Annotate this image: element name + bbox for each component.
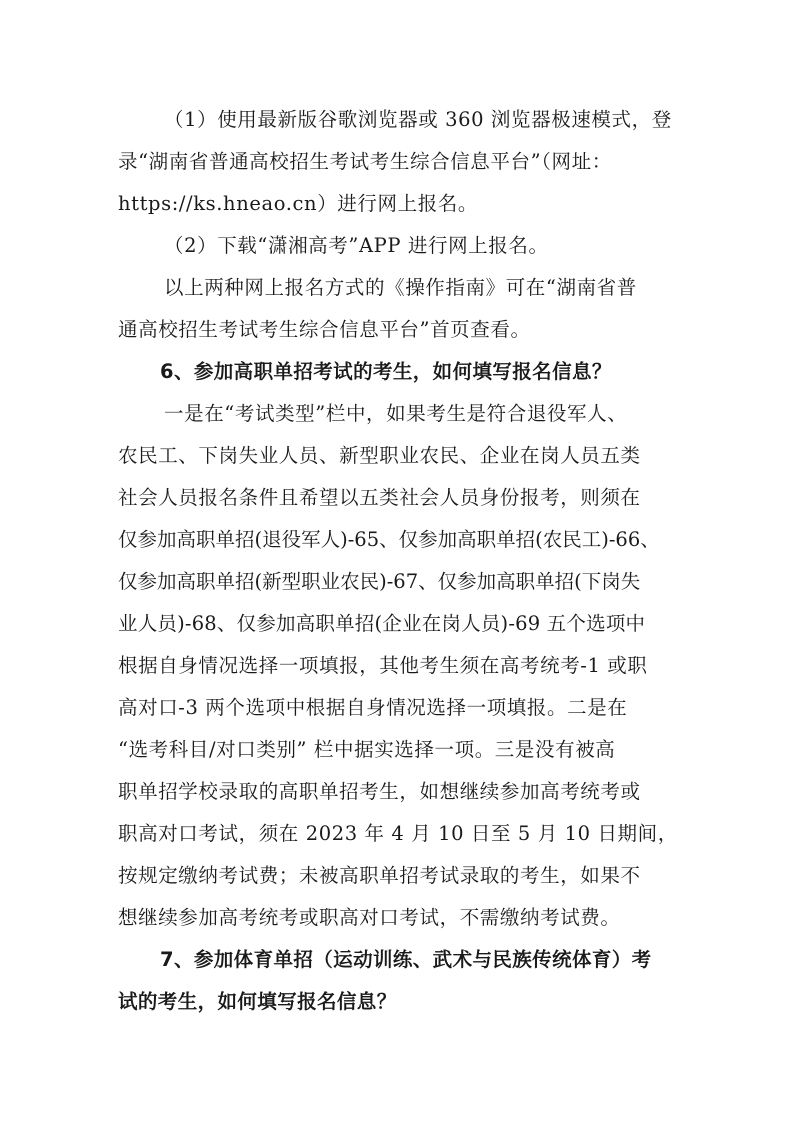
paragraph-line-18: 职高对口考试，须在 2023 年 4 月 10 日至 5 月 10 日期间，	[118, 822, 678, 845]
paragraph-line-11: 仅参加高职单招(退役军人)-65、仅参加高职单招(农民工)-66、	[118, 528, 660, 551]
paragraph-line-3: https://ks.hneao.cn）进行网上报名。	[118, 192, 479, 215]
paragraph-line-1: （1）使用最新版谷歌浏览器或 360 浏览器极速模式，登	[164, 108, 672, 131]
paragraph-line-5: 以上两种网上报名方式的《操作指南》可在“湖南省普	[164, 276, 637, 299]
paragraph-line-6: 通高校招生考试考生综合信息平台”首页查看。	[118, 318, 531, 341]
paragraph-line-10: 社会人员报名条件且希望以五类社会人员身份报考，则须在	[118, 486, 641, 509]
paragraph-line-19: 按规定缴纳考试费；未被高职单招考试录取的考生，如果不	[118, 864, 641, 887]
paragraph-line-13: 业人员)-68、仅参加高职单招(企业在岗人员)-69 五个选项中	[118, 612, 646, 635]
section-heading-6: 6、参加高职单招考试的考生，如何填写报名信息？	[160, 360, 612, 383]
paragraph-line-15: 高对口-3 两个选项中根据自身情况选择一项填报。二是在	[118, 696, 628, 719]
paragraph-line-20: 想继续参加高考统考或职高对口考试，不需缴纳考试费。	[118, 906, 621, 929]
paragraph-line-2: 录“湖南省普通高校招生考试考生综合信息平台”（网址：	[118, 150, 612, 173]
section-heading-7: 7、参加体育单招（运动训练、武术与民族传统体育）考	[160, 948, 652, 971]
paragraph-line-14: 根据自身情况选择一项填报，其他考生须在高考统考-1 或职	[118, 654, 648, 677]
paragraph-line-12: 仅参加高职单招(新型职业农民)-67、仅参加高职单招(下岗失	[118, 570, 641, 593]
section-heading-7-cont: 试的考生，如何填写报名信息？	[118, 990, 397, 1013]
paragraph-line-4: （2）下载“潇湘高考”APP 进行网上报名。	[164, 234, 549, 257]
paragraph-line-9: 农民工、下岗失业人员、新型职业农民、企业在岗人员五类	[118, 444, 641, 467]
paragraph-line-8: 一是在“考试类型”栏中，如果考生是符合退役军人、	[164, 402, 628, 425]
paragraph-line-17: 职单招学校录取的高职单招考生，如想继续参加高考统考或	[118, 780, 641, 803]
paragraph-line-16: “选考科目/对口类别” 栏中据实选择一项。三是没有被高	[118, 738, 616, 761]
